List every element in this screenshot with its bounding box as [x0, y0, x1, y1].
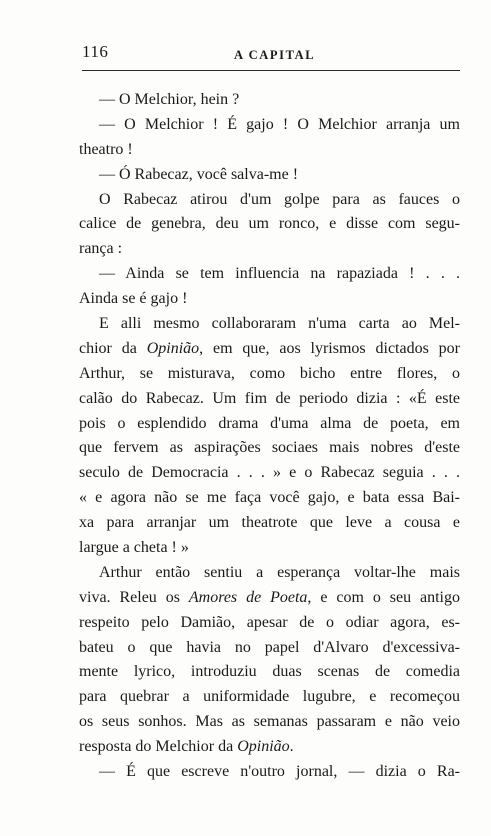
text-line: calão do Rabecaz. Um fim de periodo dizia : «É este — [79, 389, 460, 407]
text-line: — Ó Rabecaz, você salva-me ! — [99, 165, 299, 183]
text-line: « e agora não se me faça você gajo, e bata essa Bai- — [79, 489, 460, 507]
text-line: Arthur, se misturava, como bicho entre flores, o — [79, 364, 460, 382]
text-line: respeito pelo Damião, apesar de o odiar agora, es- — [79, 613, 460, 631]
text-line: resposta do Melchior da Opinião. — [79, 738, 294, 756]
text-line: chior da Opinião, em que, aos lyrismos dictados por — [79, 339, 460, 357]
text-line: Arthur então sentiu a esperança voltar-lhe mais — [99, 563, 460, 581]
text-line: xa para arranjar um theatrote que leve a cousa e — [79, 514, 460, 532]
text-line: — O Melchior, hein ? — [99, 91, 240, 108]
text-line: E alli mesmo collaboraram n'uma carta ao Mel- — [99, 315, 460, 333]
page-header — [82, 42, 460, 68]
text-line: — O Melchior ! É gajo ! O Melchior arranja um — [99, 115, 460, 133]
text-line: viva. Releu os Amores de Poeta, e com o seu antigo — [79, 588, 460, 606]
text-line: que fervem as aspirações sociaes mais nobres d'este — [79, 439, 460, 457]
text-line: largue a cheta ! » — [79, 539, 189, 557]
text-line: — Ainda se tem influencia na rapaziada ! . . . — [99, 265, 460, 283]
text-line: bateu o que havia no papel d'Alvaro d'excessiva- — [79, 638, 460, 656]
body-text — [79, 88, 460, 785]
text-line: pois o esplendido drama d'uma alma de poeta, em — [79, 414, 460, 432]
text-line: Ainda se é gajo ! — [79, 290, 188, 308]
page-number: 116 — [82, 42, 109, 61]
text-line: seculo de Democracia . . . » e o Rabecaz seguia . . . — [79, 464, 460, 482]
text-line: theatro ! — [79, 140, 133, 158]
text-line: mente lyrico, introduziu duas scenas de comedia — [79, 663, 460, 681]
text-line: O Rabecaz atirou d'um golpe para as fauces o — [99, 190, 460, 208]
text-line: os seus sonhos. Mas as semanas passaram e não veio — [79, 713, 460, 731]
text-line: calice de genebra, deu um ronco, e disse com segu- — [79, 215, 460, 233]
text-line: rança : — [79, 240, 123, 258]
header-rule — [82, 70, 460, 71]
running-title: A CAPITAL — [234, 48, 316, 62]
text-line: — É que escreve n'outro jornal, — dizia o Ra- — [99, 763, 460, 781]
text-line: para quebrar a uniformidade lugubre, e recomeçou — [79, 688, 460, 706]
